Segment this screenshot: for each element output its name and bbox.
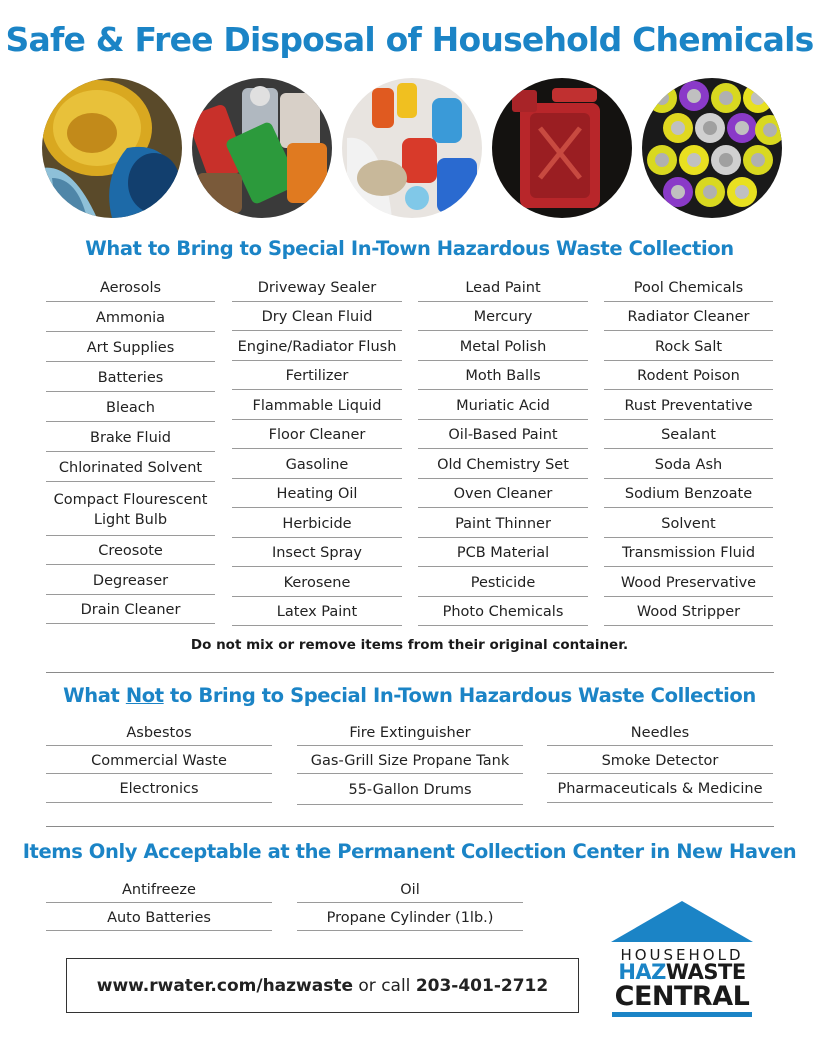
list-item: Creosote [46,536,215,565]
list-item: Mercury [418,302,588,331]
list-item: Paint Thinner [418,508,588,538]
list-item: Dry Clean Fluid [232,302,402,331]
list-item: Rust Preventative [604,390,773,420]
list-item: Solvent [604,508,773,538]
logo-central-text: CENTRAL [614,981,750,1012]
list-item: Asbestos [46,718,272,746]
bring-column-4 [604,272,773,626]
list-item: Rock Salt [604,331,773,361]
list-item: Heating Oil [232,479,402,508]
contact-middle-text: or call [353,975,416,996]
list-item: Lead Paint [418,272,588,302]
section-divider [46,826,774,827]
list-item: Oven Cleaner [418,479,588,508]
list-item: Drain Cleaner [46,595,215,624]
list-item: Radiator Cleaner [604,302,773,331]
permanent-heading: Items Only Acceptable at the Permanent Collection Center in New Haven [22,840,797,863]
phone-number[interactable]: 203-401-2712 [415,975,549,996]
list-item: Metal Polish [418,331,588,361]
photo-strip [42,78,782,218]
list-item: Commercial Waste [46,746,272,774]
list-item: Latex Paint [232,597,402,626]
list-item: Floor Cleaner [232,420,402,449]
list-item: PCB Material [418,538,588,567]
logo-underline [612,1012,752,1017]
list-item: Fire Extinguisher [297,718,523,746]
house-roof-icon [609,900,755,946]
list-item: Degreaser [46,565,215,595]
permanent-column-1 [46,875,272,931]
batteries-photo [642,78,782,218]
section-divider [46,672,774,673]
list-item: Photo Chemicals [418,597,588,626]
list-item: Transmission Fluid [604,538,773,567]
not-bring-heading: What Not to Bring to Special In-Town Hazardous Waste Collection [63,684,756,707]
list-item: Art Supplies [46,332,215,362]
list-item: Bleach [46,392,215,422]
list-item: Ammonia [46,302,215,332]
list-item: Gasoline [232,449,402,479]
bring-column-3 [418,272,588,626]
list-item: Flammable Liquid [232,390,402,420]
list-item: Gas-Grill Size Propane Tank [297,746,523,774]
list-item: 55-Gallon Drums [297,774,523,805]
list-item: Aerosols [46,272,215,302]
list-item: Kerosene [232,567,402,597]
paint-cans-photo [42,78,182,218]
list-item: Compact Flourescent Light Bulb [46,482,215,536]
list-item: Oil [297,875,523,903]
list-item: Sodium Benzoate [604,479,773,508]
bring-column-1 [46,272,215,624]
aerosol-cans-photo [192,78,332,218]
list-item: Soda Ash [604,449,773,479]
bring-heading: What to Bring to Special In-Town Hazardous Waste Collection [85,237,734,260]
list-item: Brake Fluid [46,422,215,452]
list-item: Chlorinated Solvent [46,452,215,482]
not-bring-column-1 [46,718,272,803]
list-item: Pool Chemicals [604,272,773,302]
list-item: Propane Cylinder (1lb.) [297,903,523,931]
list-item: Electronics [46,774,272,803]
list-item: Oil-Based Paint [418,420,588,449]
list-item: Wood Stripper [604,597,773,626]
website-link[interactable]: www.rwater.com/hazwaste [96,975,353,996]
list-item: Driveway Sealer [232,272,402,302]
list-item: Batteries [46,362,215,392]
logo-hazwaste-text: HAZWASTE [618,960,746,984]
logo-household-text: HOUSEHOLD [620,946,744,964]
permanent-column-2 [297,875,523,931]
not-bring-column-2 [297,718,523,805]
page-title: Safe & Free Disposal of Household Chemicals [5,20,814,59]
list-item: Auto Batteries [46,903,272,931]
list-item: Pharmaceuticals & Medicine [547,774,773,803]
list-item: Muriatic Acid [418,390,588,420]
list-item: Sealant [604,420,773,449]
contact-box [66,958,579,1013]
list-item: Fertilizer [232,361,402,390]
list-item: Moth Balls [418,361,588,390]
list-item: Smoke Detector [547,746,773,774]
list-item: Engine/Radiator Flush [232,331,402,361]
list-item: Wood Preservative [604,567,773,597]
list-item: Needles [547,718,773,746]
list-item: Old Chemistry Set [418,449,588,479]
gas-can-photo [492,78,632,218]
list-item: Herbicide [232,508,402,538]
household-hazwaste-central-logo [609,900,755,1018]
bring-column-2 [232,272,402,626]
not-bring-column-3 [547,718,773,803]
not-emphasis: Not [125,684,164,707]
list-item: Insect Spray [232,538,402,567]
list-item: Rodent Poison [604,361,773,390]
list-item: Pesticide [418,567,588,597]
cleaning-bottles-photo [342,78,482,218]
list-item: Antifreeze [46,875,272,903]
container-note: Do not mix or remove items from their original container. [190,637,629,653]
